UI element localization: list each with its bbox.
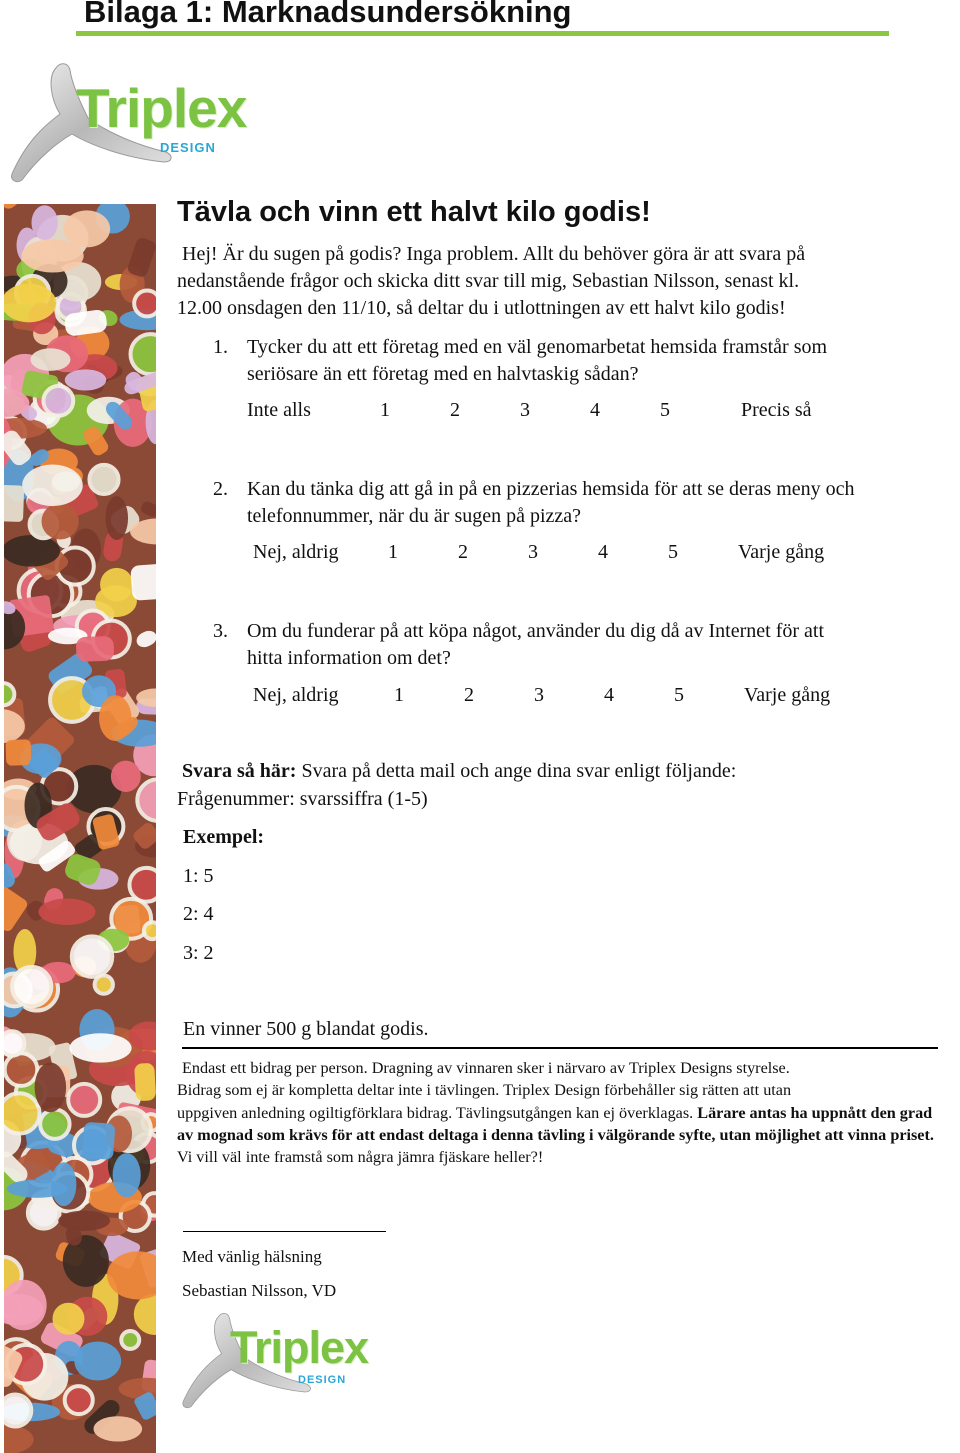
candy-piece — [130, 563, 156, 601]
fine-print-line: Endast ett bidrag per person. Dragning av vinnaren sker i närvaro av Triplex Designs styrelse. — [182, 1059, 790, 1077]
fine-print-end: Vi vill väl inte framstå som några jämra fjäskare heller?! — [177, 1148, 544, 1167]
question-line: seriösare än ett företag med en halvtaskig sådan? — [247, 363, 639, 385]
scale-high-label: Varje gång — [738, 541, 825, 563]
candy-piece — [4, 1031, 24, 1055]
candy-piece — [99, 695, 132, 741]
scale-value-2: 2 — [450, 399, 460, 421]
question-line: Tycker du att ett företag med en väl genomarbetat hemsida framstår som — [247, 336, 828, 358]
candy-piece — [94, 1416, 143, 1441]
candy-piece — [95, 975, 113, 993]
question-line: hitta information om det? — [247, 647, 451, 669]
candy-piece — [129, 868, 156, 902]
intro-paragraph — [177, 241, 937, 322]
scale-value-5: 5 — [660, 399, 670, 421]
candy-piece — [121, 1331, 139, 1349]
scale-value-2: 2 — [458, 541, 468, 563]
candy-image-strip — [4, 204, 156, 1453]
candy-pattern — [4, 204, 156, 1453]
scale-value-4: 4 — [604, 684, 614, 706]
example-answer-3: 3: 2 — [183, 942, 214, 964]
candy-piece — [100, 568, 133, 602]
candy-piece — [74, 1341, 121, 1380]
candy-piece — [68, 1084, 100, 1116]
scale-low-label: Nej, aldrig — [253, 684, 339, 706]
candy-piece — [4, 683, 14, 705]
logo-wordmark: Triplex — [230, 1322, 369, 1373]
scale-value-3: 3 — [534, 684, 544, 706]
question-line: Kan du tänka dig att gå in på en pizzerias hemsida för att se deras meny och — [247, 478, 855, 500]
answer-label: Svara så här: — [182, 760, 297, 782]
candy-piece — [72, 936, 112, 976]
candy-piece — [134, 1063, 156, 1101]
candy-piece — [89, 465, 118, 494]
candy-piece — [5, 1053, 38, 1086]
example-answer-1: 1: 5 — [183, 865, 214, 887]
question-2-text — [247, 476, 957, 530]
question-line: Om du funderar på att köpa något, använder du dig då av Internet för att — [247, 620, 825, 642]
candy-piece — [22, 465, 83, 507]
candy-piece — [131, 334, 156, 374]
scale-value-1: 1 — [380, 399, 390, 421]
candy-piece — [39, 899, 96, 926]
answer-instructions — [182, 760, 736, 783]
candy-piece — [35, 1062, 67, 1112]
teacher-note: Lärare antas ha uppnått den grad av mognad som krävs för att endast deltaga i denna tävling i välgörande syfte, utan möjlighet att vinna priset. — [177, 1103, 934, 1144]
candy-piece — [113, 1153, 141, 1197]
triplex-logo-top — [8, 62, 248, 187]
candy-piece — [31, 205, 57, 240]
scale-value-4: 4 — [590, 399, 600, 421]
scale-low-label: Inte alls — [247, 399, 311, 421]
candy-piece — [105, 496, 128, 540]
candy-piece — [144, 922, 156, 939]
contest-title: Tävla och vinn ett halvt kilo godis! — [177, 196, 651, 228]
signer-name: Sebastian Nilsson, VD — [182, 1281, 337, 1300]
candy-piece — [82, 1122, 116, 1160]
scale-value-3: 3 — [520, 399, 530, 421]
question-3-number: 3. — [213, 620, 228, 642]
scale-value-5: 5 — [668, 541, 678, 563]
candy-piece — [42, 503, 79, 540]
scale-value-1: 1 — [388, 541, 398, 563]
scale-value-1: 1 — [394, 684, 404, 706]
candy-piece — [12, 967, 51, 1006]
candy-piece — [4, 284, 56, 323]
candy-piece — [22, 239, 84, 272]
candy-piece — [4, 1395, 31, 1427]
candy-piece — [51, 1162, 76, 1206]
scale-value-5: 5 — [674, 684, 684, 706]
scale-value-4: 4 — [598, 541, 608, 563]
title-underline — [76, 31, 889, 36]
intro-line: 12.00 onsdagen den 11/10, så deltar du i utlottningen av ett halvt kilo godis! — [177, 297, 786, 319]
candy-piece — [58, 1211, 110, 1231]
candy-piece — [43, 386, 73, 416]
logo-design-label: DESIGN — [298, 1374, 347, 1386]
candy-piece — [111, 761, 141, 792]
scale-high-label: Precis så — [741, 399, 812, 421]
triplex-logo-bottom — [178, 1312, 368, 1412]
fine-print-line: uppgiven anledning ogiltigförklara bidrag. Tävlingsutgången kan ej överklagas. — [177, 1103, 698, 1122]
answer-instruction-text: Svara på detta mail och ange dina svar enligt följande: — [296, 760, 737, 782]
fine-print-line: Bidrag som ej är kompletta deltar inte i tävlingen. Triplex Design förbehåller sig rätten att utan — [177, 1081, 792, 1100]
candy-piece — [76, 636, 115, 662]
question-3-text — [247, 618, 957, 672]
scale-low-label: Nej, aldrig — [253, 541, 339, 563]
example-answer-2: 2: 4 — [183, 903, 214, 925]
candy-piece — [4, 535, 60, 567]
candy-piece — [40, 1109, 69, 1138]
example-heading: Exempel: — [183, 826, 265, 848]
page-title: Bilaga 1: Marknadsundersökning — [84, 0, 572, 29]
prize-divider — [182, 1047, 938, 1049]
logo-design-label: DESIGN — [160, 140, 216, 155]
fine-print-rest — [177, 1102, 947, 1169]
candy-piece — [65, 369, 107, 390]
candy-piece — [134, 291, 156, 317]
intro-line: Hej! Är du sugen på godis? Inga problem. Allt du behöver göra är att svara på — [182, 243, 806, 265]
prize-statement: En vinner 500 g blandat godis. — [183, 1018, 429, 1040]
signature-line — [183, 1231, 386, 1232]
logo-wordmark: Triplex — [76, 77, 247, 139]
scale-high-label: Varje gång — [744, 684, 831, 706]
question-line: telefonnummer, när du är sugen på pizza? — [247, 505, 582, 527]
question-1-text — [247, 334, 957, 388]
answer-format: Frågenummer: svarssiffra (1-5) — [177, 788, 428, 810]
candy-piece — [64, 210, 111, 247]
intro-line: nedanstående frågor och skicka ditt svar till mig, Sebastian Nilsson, senast kl. — [177, 270, 800, 292]
question-2-number: 2. — [213, 478, 228, 500]
candy-piece — [30, 348, 70, 371]
closing-greeting: Med vänlig hälsning — [182, 1247, 322, 1266]
candy-piece — [52, 1303, 84, 1335]
scale-value-2: 2 — [464, 684, 474, 706]
question-1-number: 1. — [213, 336, 228, 358]
candy-piece — [4, 485, 24, 522]
candy-piece — [5, 739, 31, 766]
candy-piece — [4, 1093, 39, 1133]
candy-piece — [69, 1033, 131, 1062]
candy-piece — [65, 1386, 93, 1414]
scale-value-3: 3 — [528, 541, 538, 563]
fine-print — [177, 1057, 947, 1168]
